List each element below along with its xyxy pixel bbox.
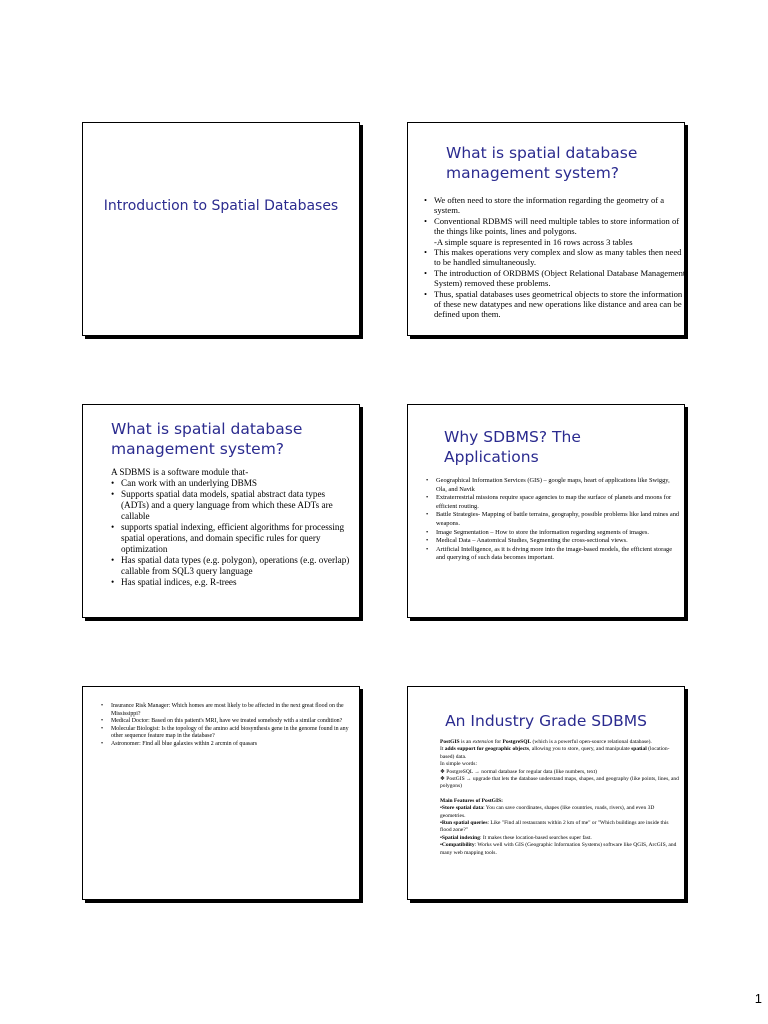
bold-text: PostgreSQL <box>502 739 532 745</box>
text: for <box>493 739 503 745</box>
slide-title: Introduction to Spatial Databases <box>103 198 339 214</box>
bold-text: PostGIS <box>440 739 460 745</box>
bullet-item: • We often need to store the information regarding the geometry of a system. <box>424 195 686 216</box>
bold-text: •Store spatial data <box>440 805 484 812</box>
text: (which is a powerful open-source relational database). <box>531 739 652 745</box>
bold-text: Main Features of PostGIS: <box>440 797 503 804</box>
bold-text: spatial <box>631 746 647 753</box>
bullet-item: • The introduction of ORDBMS (Object Relational Database Management System) removed these problems. <box>424 268 686 289</box>
slide-use-cases <box>82 686 360 900</box>
slide-title: What is spatial database management system? <box>111 420 303 459</box>
bullet-item: • Image Segmentation – How to store the information regarding segments of images. <box>426 529 680 538</box>
slide-title: What is spatial database management system? <box>446 144 638 183</box>
bold-text: •Run spatial queries <box>440 820 488 827</box>
feature-item <box>440 820 680 835</box>
text: : Works well with GIS (Geographic Information Systems) software like QGIS, ArcGIS, and many web mapping tools. <box>440 842 677 856</box>
paragraph: In simple words: <box>440 761 477 768</box>
feature-item <box>440 805 680 820</box>
bold-text: •Spatial indexing <box>440 834 480 841</box>
text: (location-based) data. <box>440 746 670 760</box>
bullet-item: • Medical Doctor: Based on this patient's MRI, have we treated somebody with a similar condition? <box>101 718 361 726</box>
text: is an <box>459 739 473 745</box>
bullet-item: • Conventional RDBMS will need multiple tables to store information of the things like points, lines and polygons. <box>424 216 686 237</box>
slide-intro <box>82 122 360 336</box>
bullet-item: • Insurance Risk Manager: Which homes are most likely to be affected in the next great flood on the Mississippi? <box>101 703 361 718</box>
paragraph <box>440 746 680 761</box>
text: : Like "Find all restaurants within 2 km of me" or "Which buildings are inside this flood zone?" <box>440 820 669 834</box>
bullet-item: • Geographical Information Services (GIS) – google maps, heart of applications like Swiggy, Ola, and Navik <box>426 477 680 494</box>
feature-item <box>440 842 680 857</box>
bullet-item: • Can work with an underlying DBMS <box>111 478 355 489</box>
bullet-item: • This makes operations very complex and slow as many tables then need to be handled simultaneously. <box>424 247 686 268</box>
page-number: 1 <box>754 991 762 1006</box>
bullet-list <box>416 477 680 563</box>
bold-text: adds support for geographic objects <box>444 746 529 753</box>
bullet-item: • Molecular Biologist: Is the topology of the amino acid biosynthesis gene in the genome found in any other sequence feature map in the database? <box>101 726 361 741</box>
text: : It makes these location-based searches super fast. <box>479 834 592 841</box>
bullet-list <box>414 195 686 320</box>
bullet-item: • supports spatial indexing, efficient algorithms for processing spatial operations, and domain specific rules for query optimization <box>111 522 355 555</box>
bullet-item: • Has spatial data types (e.g. polygon), operations (e.g. overlap) callable from SQL3 query language <box>111 555 355 577</box>
bullet-item: • Extraterrestrial missions require space agencies to map the surface of planets and moons for efficient routing. <box>426 494 680 511</box>
slide-what-is-sdbms-1 <box>407 122 685 336</box>
bullet-subitem: -A simple square is represented in 16 rows across 3 tables <box>434 236 633 247</box>
text: , allowing you to store, query, and manipulate <box>529 746 632 753</box>
text: It <box>440 746 445 753</box>
bullet-item: • Medical Data – Anatomical Studies, Segmenting the cross-sectional views. <box>426 537 680 546</box>
intro-text: A SDBMS is a software module that- <box>111 467 249 477</box>
slide-title: An Industry Grade SDBMS <box>445 712 647 730</box>
bullet-item: • Artificial Intelligence, as it is diving more into the image-based models, the efficient storage and querying of such data becomes important. <box>426 546 680 563</box>
slide-title: Why SDBMS? The Applications <box>444 428 581 467</box>
paragraph: ❖ PostGIS → upgrade that lets the database understand maps, shapes, and geography (like points, lines, and polygons) <box>440 776 679 790</box>
italic-text: extension <box>472 739 494 745</box>
slide-body <box>440 739 680 857</box>
slide-body <box>111 467 355 588</box>
bullet-item: • Supports spatial data models, spatial abstract data types (ADTs) and a query language from which these ADTs are callable <box>111 489 355 522</box>
bullet-item: • Battle Strategies- Mapping of battle terrains, geography, possible problems like land mines and weapons. <box>426 511 680 528</box>
paragraph: ❖ PostgreSQL → normal database for regular data (like numbers, text) <box>440 768 597 775</box>
slide-why-sdbms <box>407 404 685 618</box>
bullet-list <box>111 478 355 588</box>
bullet-item: • Thus, spatial databases uses geometrical objects to store the information of these new datatypes and new operations like distance and area can be defined upon them. <box>424 289 686 320</box>
text: : You can save coordinates, shapes (like countries, roads, rivers), and even 3D geometries. <box>440 805 655 819</box>
slide-industry-sdbms <box>407 686 685 900</box>
slide-what-is-sdbms-2 <box>82 404 360 618</box>
bold-text: •Compatibility <box>440 842 475 849</box>
bullet-item: • Has spatial indices, e.g. R-trees <box>111 577 355 588</box>
bullet-list <box>91 703 361 749</box>
bullet-item: • Astronomer: Find all blue galaxies within 2 arcmin of quasars <box>101 741 361 749</box>
